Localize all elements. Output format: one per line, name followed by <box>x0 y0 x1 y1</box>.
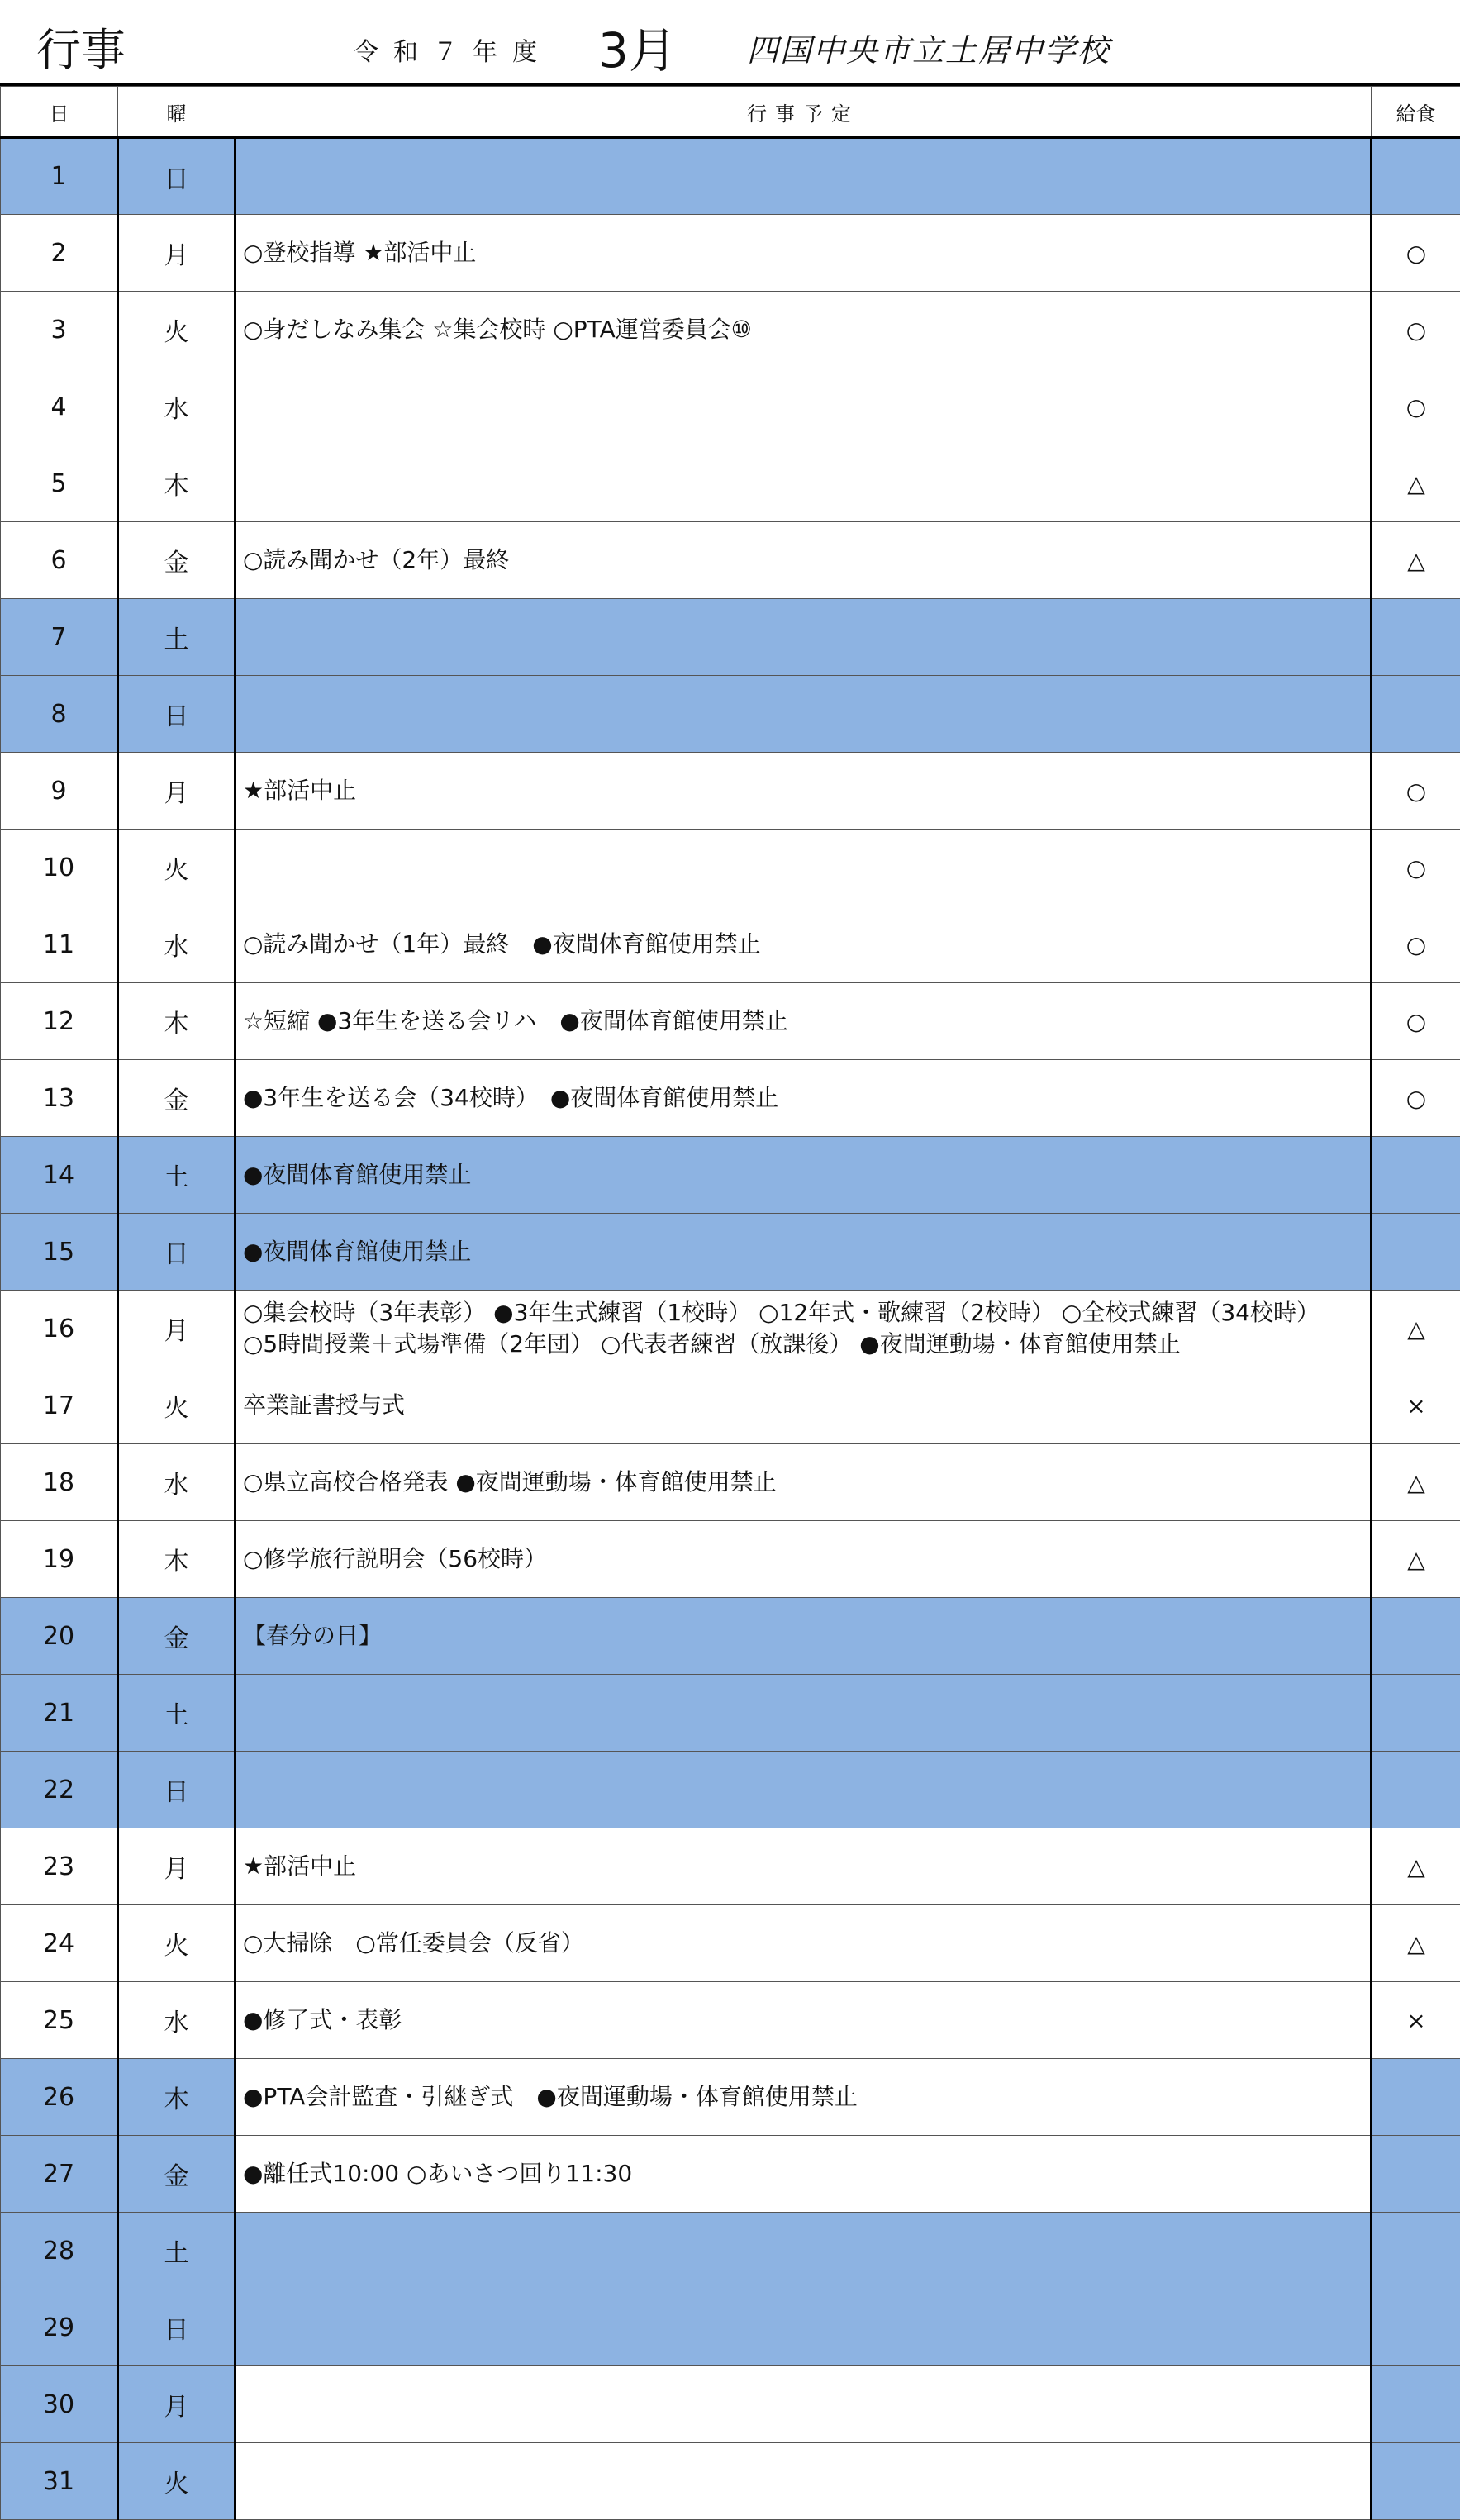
event-line: ○読み聞かせ（2年）最終 <box>243 544 1369 576</box>
day-cell: 20 <box>1 1598 118 1675</box>
event-line: ○大掃除 ○常任委員会（反省） <box>243 1928 1369 1959</box>
lunch-cell: ○ <box>1372 753 1460 830</box>
events-cell <box>235 445 1372 522</box>
weekday-cell: 月 <box>118 2366 235 2443</box>
lunch-cell <box>1372 1214 1460 1291</box>
events-cell <box>235 2213 1372 2289</box>
day-cell: 19 <box>1 1521 118 1598</box>
events-cell <box>235 1214 1372 1291</box>
day-cell: 7 <box>1 599 118 676</box>
events-cell <box>235 292 1372 368</box>
day-cell: 13 <box>1 1060 118 1137</box>
lunch-cell <box>1372 2136 1460 2213</box>
day-cell: 14 <box>1 1137 118 1214</box>
lunch-cell: ○ <box>1372 368 1460 445</box>
table-row <box>1 2213 1460 2289</box>
lunch-cell <box>1372 676 1460 753</box>
events-cell <box>235 1752 1372 1828</box>
events-cell <box>235 1444 1372 1521</box>
table-row <box>1 138 1460 215</box>
table-row <box>1 2059 1460 2136</box>
weekday-cell: 火 <box>118 292 235 368</box>
events-cell <box>235 2366 1372 2443</box>
table-row <box>1 1982 1460 2059</box>
column-header-day: 日 <box>1 87 118 138</box>
day-cell: 8 <box>1 676 118 753</box>
event-line: ★部活中止 <box>243 1851 1369 1882</box>
day-cell: 24 <box>1 1905 118 1982</box>
lunch-cell: △ <box>1372 522 1460 599</box>
table-row <box>1 2136 1460 2213</box>
lunch-cell: ○ <box>1372 1060 1460 1137</box>
weekday-cell: 金 <box>118 1060 235 1137</box>
day-cell: 23 <box>1 1828 118 1905</box>
lunch-cell <box>1372 138 1460 215</box>
school-name: 四国中央市立土居中学校 <box>747 25 1110 70</box>
day-cell: 29 <box>1 2289 118 2366</box>
table-row <box>1 368 1460 445</box>
weekday-cell: 金 <box>118 2136 235 2213</box>
table-row <box>1 292 1460 368</box>
event-line: ○登校指導 ★部活中止 <box>243 237 1369 269</box>
table-row <box>1 1598 1460 1675</box>
table-row <box>1 1137 1460 1214</box>
table-row <box>1 1675 1460 1752</box>
events-cell <box>235 138 1372 215</box>
event-line: ○読み聞かせ（1年）最終 ●夜間体育館使用禁止 <box>243 929 1369 960</box>
lunch-cell: ○ <box>1372 906 1460 983</box>
weekday-cell: 日 <box>118 2289 235 2366</box>
table-row <box>1 1060 1460 1137</box>
lunch-cell: △ <box>1372 1521 1460 1598</box>
event-line: 【春分の日】 <box>243 1620 1369 1652</box>
day-cell: 6 <box>1 522 118 599</box>
lunch-cell: × <box>1372 1982 1460 2059</box>
weekday-cell: 水 <box>118 906 235 983</box>
table-row <box>1 1521 1460 1598</box>
table-row <box>1 599 1460 676</box>
table-row <box>1 1828 1460 1905</box>
day-cell: 3 <box>1 292 118 368</box>
lunch-cell <box>1372 1137 1460 1214</box>
day-cell: 9 <box>1 753 118 830</box>
events-cell <box>235 2059 1372 2136</box>
lunch-cell: △ <box>1372 1905 1460 1982</box>
event-line: ○身だしなみ集会 ☆集会校時 ○PTA運営委員会⑩ <box>243 314 1369 345</box>
day-cell: 12 <box>1 983 118 1060</box>
table-row <box>1 2443 1460 2520</box>
day-cell: 11 <box>1 906 118 983</box>
events-cell <box>235 1291 1372 1367</box>
day-cell: 26 <box>1 2059 118 2136</box>
column-header-weekday: 曜 <box>118 87 235 138</box>
events-cell <box>235 1982 1372 2059</box>
events-cell <box>235 368 1372 445</box>
table-row <box>1 830 1460 906</box>
weekday-cell: 土 <box>118 1675 235 1752</box>
day-cell: 16 <box>1 1291 118 1367</box>
table-row <box>1 1905 1460 1982</box>
weekday-cell: 水 <box>118 368 235 445</box>
day-cell: 22 <box>1 1752 118 1828</box>
event-line: ○集会校時（3年表彰） ●3年生式練習（1校時） ○12年式・歌練習（2校時） ○全校式練習（34校時） <box>243 1297 1369 1329</box>
events-cell <box>235 1828 1372 1905</box>
table-row <box>1 2289 1460 2366</box>
event-line: 卒業証書授与式 <box>243 1390 1369 1421</box>
events-cell <box>235 1060 1372 1137</box>
schedule-table <box>0 86 1460 2520</box>
weekday-cell: 土 <box>118 1137 235 1214</box>
day-cell: 17 <box>1 1367 118 1444</box>
weekday-cell: 日 <box>118 1214 235 1291</box>
table-row <box>1 906 1460 983</box>
lunch-cell: △ <box>1372 445 1460 522</box>
events-cell <box>235 522 1372 599</box>
weekday-cell: 金 <box>118 522 235 599</box>
lunch-cell: △ <box>1372 1828 1460 1905</box>
events-cell <box>235 1598 1372 1675</box>
events-cell <box>235 599 1372 676</box>
event-line: ○5時間授業＋式場準備（2年団） ○代表者練習（放課後） ●夜間運動場・体育館使用禁止 <box>243 1329 1369 1360</box>
weekday-cell: 木 <box>118 983 235 1060</box>
weekday-cell: 土 <box>118 2213 235 2289</box>
lunch-cell <box>1372 1752 1460 1828</box>
table-row <box>1 2366 1460 2443</box>
weekday-cell: 木 <box>118 1521 235 1598</box>
weekday-cell: 火 <box>118 1905 235 1982</box>
events-cell <box>235 1675 1372 1752</box>
event-line: ●PTA会計監査・引継ぎ式 ●夜間運動場・体育館使用禁止 <box>243 2081 1369 2113</box>
weekday-cell: 金 <box>118 1598 235 1675</box>
events-cell <box>235 2443 1372 2520</box>
weekday-cell: 月 <box>118 1291 235 1367</box>
month-label: 3月 <box>598 12 677 81</box>
events-cell <box>235 830 1372 906</box>
weekday-cell: 木 <box>118 445 235 522</box>
weekday-cell: 月 <box>118 215 235 292</box>
weekday-cell: 日 <box>118 1752 235 1828</box>
schedule-body <box>1 138 1460 2520</box>
table-row <box>1 1291 1460 1367</box>
day-cell: 31 <box>1 2443 118 2520</box>
event-line: ○修学旅行説明会（56校時） <box>243 1543 1369 1575</box>
events-cell <box>235 906 1372 983</box>
lunch-cell: × <box>1372 1367 1460 1444</box>
column-header-lunch: 給食 <box>1372 87 1460 138</box>
lunch-cell: ○ <box>1372 292 1460 368</box>
event-line: ●夜間体育館使用禁止 <box>243 1236 1369 1267</box>
weekday-cell: 火 <box>118 830 235 906</box>
column-header-events: 行事予定 <box>235 87 1372 138</box>
table-row <box>1 753 1460 830</box>
weekday-cell: 月 <box>118 1828 235 1905</box>
lunch-cell: ○ <box>1372 830 1460 906</box>
page-header <box>0 0 1460 86</box>
day-cell: 27 <box>1 2136 118 2213</box>
event-line: ★部活中止 <box>243 775 1369 806</box>
day-cell: 15 <box>1 1214 118 1291</box>
lunch-cell: △ <box>1372 1291 1460 1367</box>
lunch-cell: ○ <box>1372 983 1460 1060</box>
table-row <box>1 445 1460 522</box>
events-cell <box>235 1137 1372 1214</box>
day-cell: 4 <box>1 368 118 445</box>
weekday-cell: 日 <box>118 676 235 753</box>
weekday-cell: 土 <box>118 599 235 676</box>
lunch-cell <box>1372 2443 1460 2520</box>
era-label: 令和７年度 <box>354 31 552 68</box>
event-line: ☆短縮 ●3年生を送る会リハ ●夜間体育館使用禁止 <box>243 1006 1369 1037</box>
day-cell: 21 <box>1 1675 118 1752</box>
day-cell: 28 <box>1 2213 118 2289</box>
weekday-cell: 火 <box>118 2443 235 2520</box>
events-cell <box>235 983 1372 1060</box>
weekday-cell: 月 <box>118 753 235 830</box>
event-line: ●修了式・表彰 <box>243 2004 1369 2036</box>
weekday-cell: 水 <box>118 1982 235 2059</box>
lunch-cell: ○ <box>1372 215 1460 292</box>
lunch-cell <box>1372 2289 1460 2366</box>
day-cell: 10 <box>1 830 118 906</box>
table-row <box>1 676 1460 753</box>
table-row <box>1 983 1460 1060</box>
table-row <box>1 1367 1460 1444</box>
table-header-row <box>1 87 1460 138</box>
weekday-cell: 木 <box>118 2059 235 2136</box>
lunch-cell <box>1372 1675 1460 1752</box>
event-line: ●3年生を送る会（34校時） ●夜間体育館使用禁止 <box>243 1082 1369 1114</box>
events-cell <box>235 2289 1372 2366</box>
event-line: ●夜間体育館使用禁止 <box>243 1159 1369 1191</box>
lunch-cell <box>1372 2213 1460 2289</box>
events-cell <box>235 1521 1372 1598</box>
events-cell <box>235 2136 1372 2213</box>
lunch-cell <box>1372 2366 1460 2443</box>
lunch-cell <box>1372 1598 1460 1675</box>
event-line: ○県立高校合格発表 ●夜間運動場・体育館使用禁止 <box>243 1467 1369 1498</box>
table-row <box>1 215 1460 292</box>
day-cell: 5 <box>1 445 118 522</box>
table-row <box>1 1214 1460 1291</box>
day-cell: 30 <box>1 2366 118 2443</box>
events-cell <box>235 676 1372 753</box>
table-row <box>1 1752 1460 1828</box>
lunch-cell: △ <box>1372 1444 1460 1521</box>
weekday-cell: 日 <box>118 138 235 215</box>
event-line: ●離任式10:00 ○あいさつ回り11:30 <box>243 2158 1369 2190</box>
weekday-cell: 水 <box>118 1444 235 1521</box>
lunch-cell <box>1372 599 1460 676</box>
page-title: 行事 <box>36 15 126 78</box>
events-cell <box>235 215 1372 292</box>
day-cell: 18 <box>1 1444 118 1521</box>
events-cell <box>235 1367 1372 1444</box>
day-cell: 1 <box>1 138 118 215</box>
day-cell: 2 <box>1 215 118 292</box>
table-row <box>1 522 1460 599</box>
events-cell <box>235 1905 1372 1982</box>
events-cell <box>235 753 1372 830</box>
lunch-cell <box>1372 2059 1460 2136</box>
day-cell: 25 <box>1 1982 118 2059</box>
table-row <box>1 1444 1460 1521</box>
weekday-cell: 火 <box>118 1367 235 1444</box>
